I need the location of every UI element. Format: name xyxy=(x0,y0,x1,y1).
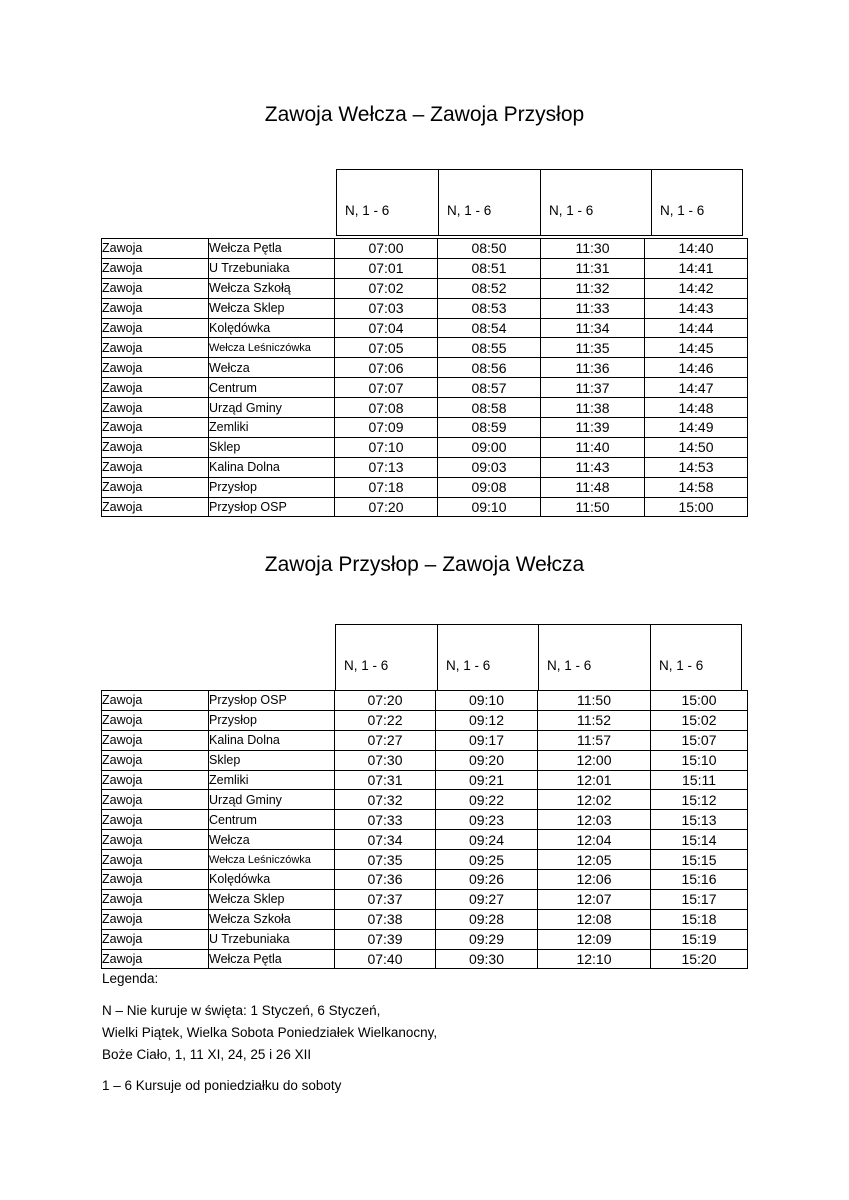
table-row xyxy=(102,870,748,890)
time-cell: 12:03 xyxy=(538,810,651,830)
time-cell: 15:13 xyxy=(651,810,748,830)
time-cell: 11:30 xyxy=(541,239,645,259)
time-cell: 15:02 xyxy=(651,710,748,730)
table-row xyxy=(102,398,748,418)
stop-cell: Wełcza Sklep xyxy=(209,298,335,318)
stop-cell: Wełcza Leśniczówka xyxy=(209,850,335,870)
table-row xyxy=(102,298,748,318)
time-cell: 14:53 xyxy=(645,457,748,477)
stop-cell: Zemliki xyxy=(209,770,335,790)
time-cell: 07:32 xyxy=(335,790,436,810)
timetable-welcza-przyslop xyxy=(101,238,748,517)
time-cell: 07:31 xyxy=(335,770,436,790)
time-cell: 08:56 xyxy=(438,358,541,378)
table-row xyxy=(102,830,748,850)
time-cell: 15:20 xyxy=(651,949,748,969)
town-cell: Zawoja xyxy=(102,889,209,909)
time-cell: 15:07 xyxy=(651,730,748,750)
table-row xyxy=(102,318,748,338)
time-cell: 15:00 xyxy=(651,691,748,711)
time-cell: 14:46 xyxy=(645,358,748,378)
time-cell: 14:40 xyxy=(645,239,748,259)
column-header: N, 1 - 6 xyxy=(538,624,651,691)
time-cell: 14:48 xyxy=(645,398,748,418)
legend-days-note: 1 – 6 Kursuje od poniedziałku do soboty xyxy=(102,1078,342,1093)
table-row xyxy=(102,750,748,770)
time-cell: 11:50 xyxy=(541,497,645,517)
time-cell: 14:50 xyxy=(645,437,748,457)
time-cell: 07:10 xyxy=(335,437,438,457)
stop-cell: Sklep xyxy=(209,750,335,770)
timetable-header-row xyxy=(335,624,742,691)
stop-cell: Centrum xyxy=(209,378,335,398)
time-cell: 09:20 xyxy=(436,750,538,770)
time-cell: 15:18 xyxy=(651,909,748,929)
time-cell: 08:58 xyxy=(438,398,541,418)
time-cell: 14:49 xyxy=(645,418,748,438)
time-cell: 14:47 xyxy=(645,378,748,398)
time-cell: 12:04 xyxy=(538,830,651,850)
stop-cell: Centrum xyxy=(209,810,335,830)
table-row xyxy=(102,850,748,870)
time-cell: 11:32 xyxy=(541,278,645,298)
time-cell: 12:01 xyxy=(538,770,651,790)
town-cell: Zawoja xyxy=(102,750,209,770)
time-cell: 12:06 xyxy=(538,870,651,890)
legend-title: Legenda: xyxy=(102,971,159,986)
town-cell: Zawoja xyxy=(102,691,209,711)
town-cell: Zawoja xyxy=(102,318,209,338)
stop-cell: Wełcza xyxy=(209,358,335,378)
table-row xyxy=(102,770,748,790)
time-cell: 11:52 xyxy=(538,710,651,730)
time-cell: 09:26 xyxy=(436,870,538,890)
stop-cell: U Trzebuniaka xyxy=(209,258,335,278)
time-cell: 15:11 xyxy=(651,770,748,790)
town-cell: Zawoja xyxy=(102,378,209,398)
time-cell: 11:48 xyxy=(541,477,645,497)
town-cell: Zawoja xyxy=(102,477,209,497)
table-row xyxy=(102,378,748,398)
town-cell: Zawoja xyxy=(102,830,209,850)
time-cell: 08:55 xyxy=(438,338,541,358)
time-cell: 11:57 xyxy=(538,730,651,750)
legend-line: N – Nie kuruje w święta: 1 Styczeń, 6 Styczeń, xyxy=(102,1003,381,1018)
time-cell: 07:36 xyxy=(335,870,436,890)
table-row xyxy=(102,929,748,949)
time-cell: 11:50 xyxy=(538,691,651,711)
time-cell: 07:04 xyxy=(335,318,438,338)
table-row xyxy=(102,790,748,810)
time-cell: 07:27 xyxy=(335,730,436,750)
town-cell: Zawoja xyxy=(102,870,209,890)
time-cell: 07:34 xyxy=(335,830,436,850)
legend-n-note xyxy=(102,1000,437,1066)
time-cell: 15:16 xyxy=(651,870,748,890)
town-cell: Zawoja xyxy=(102,338,209,358)
time-cell: 11:40 xyxy=(541,437,645,457)
time-cell: 07:00 xyxy=(335,239,438,259)
time-cell: 08:50 xyxy=(438,239,541,259)
time-cell: 07:01 xyxy=(335,258,438,278)
time-cell: 08:54 xyxy=(438,318,541,338)
time-cell: 07:05 xyxy=(335,338,438,358)
town-cell: Zawoja xyxy=(102,298,209,318)
time-cell: 09:10 xyxy=(438,497,541,517)
time-cell: 07:09 xyxy=(335,418,438,438)
time-cell: 14:58 xyxy=(645,477,748,497)
time-cell: 07:33 xyxy=(335,810,436,830)
time-cell: 12:00 xyxy=(538,750,651,770)
time-cell: 08:59 xyxy=(438,418,541,438)
town-cell: Zawoja xyxy=(102,457,209,477)
time-cell: 12:07 xyxy=(538,889,651,909)
stop-cell: Kalina Dolna xyxy=(209,457,335,477)
stop-cell: Przysłop OSP xyxy=(209,691,335,711)
town-cell: Zawoja xyxy=(102,497,209,517)
table-row xyxy=(102,909,748,929)
timetable-header-row xyxy=(336,169,743,236)
time-cell: 15:19 xyxy=(651,929,748,949)
table-row xyxy=(102,258,748,278)
town-cell: Zawoja xyxy=(102,929,209,949)
town-cell: Zawoja xyxy=(102,278,209,298)
table-row xyxy=(102,710,748,730)
time-cell: 11:39 xyxy=(541,418,645,438)
stop-cell: Przysłop OSP xyxy=(209,497,335,517)
time-cell: 12:08 xyxy=(538,909,651,929)
time-cell: 15:17 xyxy=(651,889,748,909)
timetable-title-przyslop-welcza: Zawoja Przysłop – Zawoja Wełcza xyxy=(264,553,585,576)
stop-cell: Sklep xyxy=(209,437,335,457)
time-cell: 09:00 xyxy=(438,437,541,457)
time-cell: 11:33 xyxy=(541,298,645,318)
column-header: N, 1 - 6 xyxy=(438,169,541,236)
time-cell: 09:12 xyxy=(436,710,538,730)
time-cell: 08:52 xyxy=(438,278,541,298)
time-cell: 14:42 xyxy=(645,278,748,298)
stop-cell: Kolędówka xyxy=(209,318,335,338)
column-header: N, 1 - 6 xyxy=(650,624,742,691)
time-cell: 09:27 xyxy=(436,889,538,909)
town-cell: Zawoja xyxy=(102,437,209,457)
time-cell: 11:34 xyxy=(541,318,645,338)
table-row xyxy=(102,730,748,750)
town-cell: Zawoja xyxy=(102,850,209,870)
table-row xyxy=(102,338,748,358)
table-row xyxy=(102,278,748,298)
stop-cell: Wełcza Pętla xyxy=(209,239,335,259)
column-header: N, 1 - 6 xyxy=(540,169,652,236)
time-cell: 07:20 xyxy=(335,691,436,711)
time-cell: 15:15 xyxy=(651,850,748,870)
town-cell: Zawoja xyxy=(102,790,209,810)
time-cell: 07:40 xyxy=(335,949,436,969)
time-cell: 12:10 xyxy=(538,949,651,969)
time-cell: 08:57 xyxy=(438,378,541,398)
time-cell: 09:22 xyxy=(436,790,538,810)
time-cell: 11:38 xyxy=(541,398,645,418)
time-cell: 11:43 xyxy=(541,457,645,477)
stop-cell: Urząd Gminy xyxy=(209,398,335,418)
table-row xyxy=(102,437,748,457)
time-cell: 08:51 xyxy=(438,258,541,278)
table-row xyxy=(102,239,748,259)
time-cell: 11:36 xyxy=(541,358,645,378)
time-cell: 09:29 xyxy=(436,929,538,949)
stop-cell: Wełcza xyxy=(209,830,335,850)
time-cell: 07:08 xyxy=(335,398,438,418)
time-cell: 15:14 xyxy=(651,830,748,850)
column-header: N, 1 - 6 xyxy=(651,169,743,236)
time-cell: 07:37 xyxy=(335,889,436,909)
stop-cell: Kolędówka xyxy=(209,870,335,890)
stop-cell: Przysłop xyxy=(209,710,335,730)
timetable-przyslop-welcza xyxy=(101,690,748,969)
time-cell: 11:31 xyxy=(541,258,645,278)
time-cell: 07:02 xyxy=(335,278,438,298)
time-cell: 07:38 xyxy=(335,909,436,929)
town-cell: Zawoja xyxy=(102,398,209,418)
time-cell: 12:05 xyxy=(538,850,651,870)
time-cell: 15:12 xyxy=(651,790,748,810)
stop-cell: Wełcza Leśniczówka xyxy=(209,338,335,358)
time-cell: 12:09 xyxy=(538,929,651,949)
time-cell: 07:07 xyxy=(335,378,438,398)
time-cell: 14:41 xyxy=(645,258,748,278)
town-cell: Zawoja xyxy=(102,358,209,378)
time-cell: 09:28 xyxy=(436,909,538,929)
column-header: N, 1 - 6 xyxy=(437,624,539,691)
time-cell: 09:17 xyxy=(436,730,538,750)
time-cell: 09:08 xyxy=(438,477,541,497)
town-cell: Zawoja xyxy=(102,909,209,929)
time-cell: 09:30 xyxy=(436,949,538,969)
time-cell: 07:35 xyxy=(335,850,436,870)
time-cell: 14:44 xyxy=(645,318,748,338)
stop-cell: Wełcza Szkołą xyxy=(209,278,335,298)
stop-cell: U Trzebuniaka xyxy=(209,929,335,949)
time-cell: 09:24 xyxy=(436,830,538,850)
town-cell: Zawoja xyxy=(102,418,209,438)
time-cell: 07:20 xyxy=(335,497,438,517)
table-row xyxy=(102,457,748,477)
stop-cell: Urząd Gminy xyxy=(209,790,335,810)
timetable-title-welcza-przyslop: Zawoja Wełcza – Zawoja Przysłop xyxy=(264,103,585,126)
town-cell: Zawoja xyxy=(102,258,209,278)
table-row xyxy=(102,949,748,969)
town-cell: Zawoja xyxy=(102,810,209,830)
stop-cell: Wełcza Pętla xyxy=(209,949,335,969)
time-cell: 07:06 xyxy=(335,358,438,378)
time-cell: 09:23 xyxy=(436,810,538,830)
town-cell: Zawoja xyxy=(102,710,209,730)
stop-cell: Zemliki xyxy=(209,418,335,438)
time-cell: 12:02 xyxy=(538,790,651,810)
town-cell: Zawoja xyxy=(102,949,209,969)
column-header: N, 1 - 6 xyxy=(336,169,439,236)
time-cell: 11:35 xyxy=(541,338,645,358)
time-cell: 08:53 xyxy=(438,298,541,318)
town-cell: Zawoja xyxy=(102,239,209,259)
legend-line: Boże Ciało, 1, 11 XI, 24, 25 i 26 XII xyxy=(102,1047,312,1062)
time-cell: 15:00 xyxy=(645,497,748,517)
stop-cell: Wełcza Szkoła xyxy=(209,909,335,929)
time-cell: 14:43 xyxy=(645,298,748,318)
table-row xyxy=(102,889,748,909)
time-cell: 07:13 xyxy=(335,457,438,477)
legend-line: Wielki Piątek, Wielka Sobota Poniedziałek Wielkanocny, xyxy=(102,1025,438,1040)
time-cell: 07:18 xyxy=(335,477,438,497)
table-row xyxy=(102,810,748,830)
stop-cell: Przysłop xyxy=(209,477,335,497)
table-row xyxy=(102,691,748,711)
time-cell: 09:25 xyxy=(436,850,538,870)
time-cell: 09:21 xyxy=(436,770,538,790)
table-row xyxy=(102,358,748,378)
stop-cell: Kalina Dolna xyxy=(209,730,335,750)
time-cell: 07:22 xyxy=(335,710,436,730)
time-cell: 14:45 xyxy=(645,338,748,358)
time-cell: 07:30 xyxy=(335,750,436,770)
stop-cell: Wełcza Sklep xyxy=(209,889,335,909)
town-cell: Zawoja xyxy=(102,770,209,790)
table-row xyxy=(102,497,748,517)
table-row xyxy=(102,418,748,438)
time-cell: 09:03 xyxy=(438,457,541,477)
time-cell: 15:10 xyxy=(651,750,748,770)
time-cell: 07:03 xyxy=(335,298,438,318)
time-cell: 09:10 xyxy=(436,691,538,711)
time-cell: 11:37 xyxy=(541,378,645,398)
table-row xyxy=(102,477,748,497)
column-header: N, 1 - 6 xyxy=(335,624,438,691)
time-cell: 07:39 xyxy=(335,929,436,949)
town-cell: Zawoja xyxy=(102,730,209,750)
